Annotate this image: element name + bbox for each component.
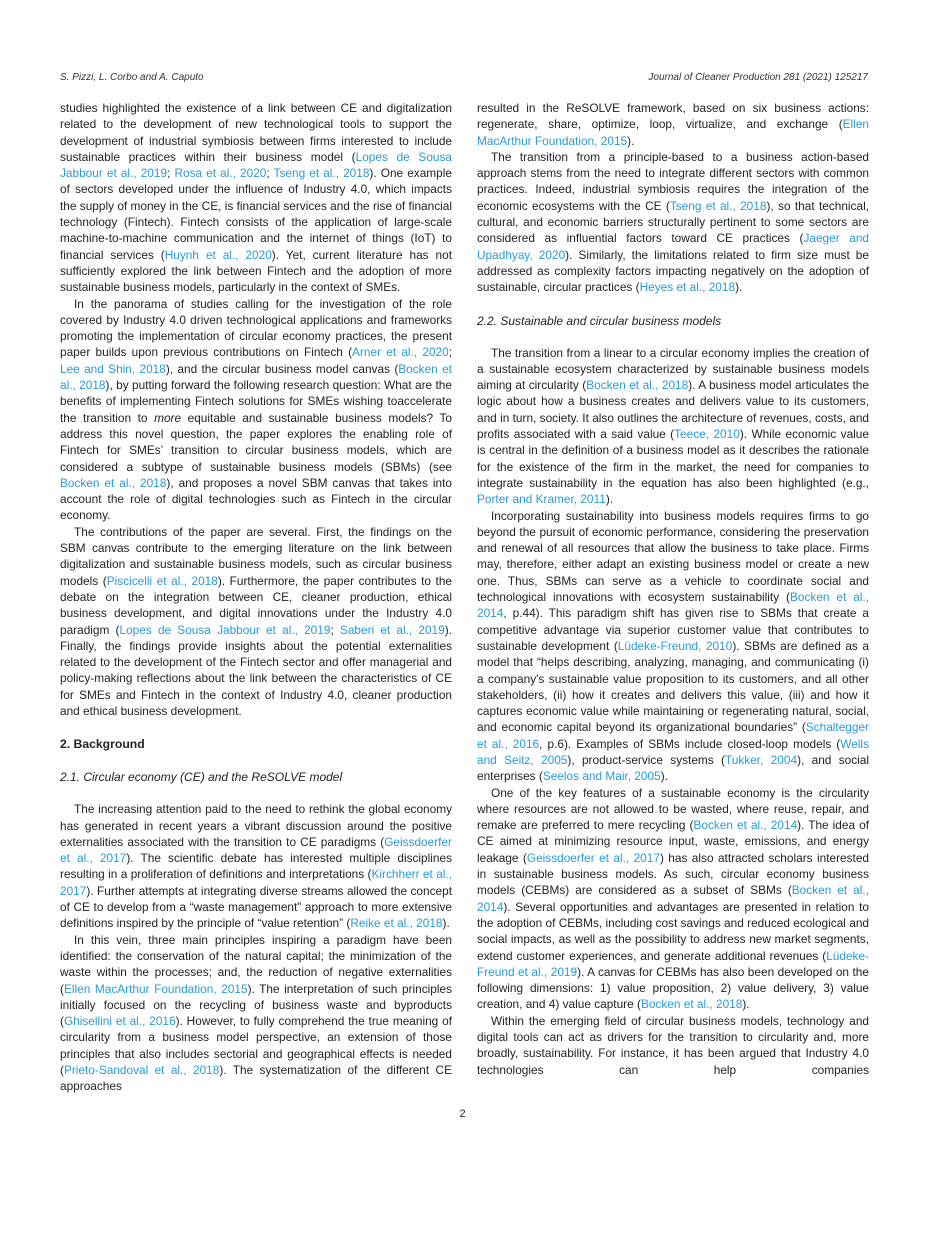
right-column [477, 100, 869, 1078]
citation-link[interactable]: Jaeger and Upadhyay, 2020 [477, 231, 870, 262]
citation-link[interactable]: Tukker, 2004 [724, 752, 798, 767]
running-header-journal: Journal of Cleaner Production 281 (2021) 125217 [648, 72, 868, 83]
citation-link[interactable]: Reike et al., 2018 [350, 916, 443, 931]
emphasis-text: more [154, 410, 182, 425]
subsection-heading: 2.1. Circular economy (CE) and the ReSOLVE model [60, 770, 343, 785]
body-text: , p.6). Examples of SBMs include closed-loop models ( [539, 736, 841, 751]
citation-link[interactable]: Ellen MacArthur Foundation, 2015 [477, 117, 869, 148]
citation-link[interactable]: Bocken et al., 2014 [477, 883, 869, 914]
body-text: The transition from a principle-based to a business action-based approach stems from the need to integrate different sectors with common practices. Indeed, industrial symbiosis requires the integration of the economic ecosystems with the CE ( [477, 149, 869, 213]
citation-link[interactable]: Lee and Shin, 2018 [60, 361, 166, 376]
paragraph [60, 296, 452, 524]
citation-link[interactable]: Saberi et al., 2019 [339, 622, 445, 637]
page-number: 2 [459, 1107, 466, 1120]
body-text: ), and proposes a novel SBM canvas that takes into account the role of digital technologies such as Fintech in the circular economy. [60, 475, 452, 523]
body-text: ), product-service systems ( [567, 752, 725, 767]
body-text: In the panorama of studies calling for the investigation of the role covered by Industry 4.0 driven technological applications and frameworks promoting the implementation of circular economy practices, the present paper builds upon previous contributions on Fintech ( [60, 296, 452, 360]
citation-link[interactable]: Schaltegger et al., 2016 [477, 720, 869, 751]
subsection-heading: 2.2. Sustainable and circular business models [477, 313, 722, 328]
citation-link[interactable]: Seelos and Mair, 2005 [542, 769, 661, 784]
citation-link[interactable]: Bocken et al., 2018 [640, 997, 743, 1012]
body-text: ). The interpretation of such principles initially focused on the recycling of business waste and byproducts ( [60, 981, 452, 1029]
citation-link[interactable]: Bocken et al., 2014 [693, 818, 798, 833]
body-text: ). Finally, the findings provide insights about the potential externalities related to the development of the Fintech sector and offer managerial and policy-making reflections about the link between the characteristics of CE for SMEs and Fintech in the context of Industry 4.0, cleaner production and ethical business development. [60, 622, 452, 718]
body-text: , p.44). This paradigm shift has given rise to SBMs that create a competitive advantage via superior customer value that contributes to sustainable development ( [477, 606, 869, 653]
body-text: ; [448, 345, 453, 360]
body-text: ), by putting forward the following research question: What are the benefits of implementing Fintech solutions for SMEs wishing toaccelerate the transition to [60, 378, 452, 425]
body-text: The contributions of the paper are several. First, the findings on the SBM canvas contribute to the emerging literature on the link between digitalization and sustainable business models, such as circular business models ( [60, 524, 452, 588]
citation-link[interactable]: Teece, 2010 [674, 427, 740, 442]
citation-link[interactable]: Rosa et al., 2020 [174, 166, 267, 181]
paragraph [477, 508, 869, 785]
citation-link[interactable]: Bocken et al., 2014 [477, 590, 869, 621]
paragraph [477, 1013, 869, 1078]
body-text: ). SBMs are defined as a model that “helps describing, analyzing, managing, and communicating (i) a company's sustainable value proposition to its customers, and all other stakeholders, (ii) how it creates and delivers this value, (iii) and how it captures economic value while maintaining or regenerating natural, social, and economic capital beyond its organizational boundaries” ( [477, 638, 869, 735]
body-text: ). [627, 133, 635, 148]
citation-link[interactable]: Tseng et al., 2018 [273, 166, 370, 181]
paragraph [477, 100, 869, 149]
citation-link[interactable]: Bocken et al., 2018 [60, 475, 167, 490]
paragraph [477, 345, 869, 508]
citation-link[interactable]: Porter and Kramer, 2011 [477, 492, 606, 507]
paragraph [60, 524, 452, 720]
citation-link[interactable]: Tseng et al., 2018 [669, 198, 767, 213]
citation-link[interactable]: Geissdoerfer et al., 2017 [526, 850, 660, 865]
citation-link[interactable]: Bocken et al., 2018 [586, 378, 689, 393]
citation-link[interactable]: Lüdeke-Freund et al., 2019 [477, 948, 869, 979]
body-text: ). Similarly, the limitations related to firm size must be addressed as complexity factors impacting negatively on the adoption of sustainable, circular practices ( [477, 247, 869, 295]
paragraph [60, 932, 452, 1095]
body-text: ), so that technical, cultural, and economic barriers structurally pertinent to some sectors are considered as influential factors toward CE practices ( [477, 198, 869, 246]
citation-link[interactable]: Wells and Seitz, 2005 [477, 736, 869, 767]
paragraph [477, 785, 869, 1013]
body-text: ), and social enterprises ( [477, 752, 870, 784]
body-text: ). While economic value is central in the definition of a business model as it describes the rationale for the existence of the firm in the market, the need for companies to integrate sustainability in the equation has also been highlighted (e.g., [477, 427, 869, 490]
citation-link[interactable]: Geissdoerfer et al., 2017 [60, 834, 452, 866]
body-text: ; [330, 622, 340, 637]
citation-link[interactable]: Kirchherr et al., 2017 [60, 867, 452, 898]
body-text: ). The systematization of the different CE approaches [60, 1063, 452, 1094]
body-text: ). However, to fully comprehend the true meaning of circularity from a business model perspective, an extension of those principles that also includes sectorial and geographical effects is needed ( [60, 1014, 452, 1078]
citation-link[interactable]: Lopes de Sousa Jabbour et al., 2019 [60, 149, 452, 181]
body-text: ). The idea of CE aimed at minimizing resource input, waste, emissions, and energy leakage ( [477, 818, 869, 865]
body-text: ). A business model articulates the logic about how a business creates and delivers value to its customers, and in turn, society. It also outlines the architecture of revenues, costs, and profits associated with a said value ( [477, 378, 869, 442]
body-text: The transition from a linear to a circular economy implies the creation of a sustainable ecosystem characterized by sustainable business models aiming at circularity ( [477, 345, 869, 393]
body-text: Within the emerging field of circular business models, technology and digital tools can act as drivers for the transition to circularity and, more broadly, sustainability. For instance, it has been argued that Industry 4.0 technologies can help companies [477, 1013, 869, 1077]
body-text: ). Yet, current literature has not sufficiently explored the link between Fintech and the adoption of more sustainable business models, particularly in the context of SMEs. [60, 247, 452, 295]
body-text: ). [742, 997, 750, 1012]
body-text: ) has also attracted scholars interested in sustainable business models. As such, circular economy business models (CEBMs) are considered as a subset of SBMs ( [477, 850, 869, 898]
body-text: One of the key features of a sustainable economy is the circularity where resources are not allowed to be wasted, where reuse, repair, and remake are preferred to mere recycling ( [477, 785, 869, 833]
citation-link[interactable]: Lopes de Sousa Jabbour et al., 2019 [119, 622, 331, 637]
paragraph [60, 100, 452, 296]
two-column-body [0, 90, 925, 1095]
body-text: ). Several opportunities and advantages are presented in relation to the adoption of CEBMs, including cost savings and reduced ecological and social impacts, as well as the possibility to address new market segments, extend customer experiences, and generate additional revenues ( [477, 899, 869, 963]
body-text: ; [167, 166, 175, 181]
body-text: ). Further attempts at integrating diverse streams allowed the concept of CE to develop from a “waste management” approach to more extensive definitions inspired by the principle of “value retention” ( [60, 883, 452, 931]
body-text: ). One example of sectors developed under the influence of Industry 4.0, which impacts the supply of money in the CE, is financial services and the rise of financial technology (Fintech). Fintech consists of the application of large-scale machine-to-machine communication and the internet of things (IoT) to financial services ( [60, 166, 452, 262]
paragraph [60, 801, 452, 931]
citation-link[interactable]: Heyes et al., 2018 [639, 280, 736, 295]
citation-link[interactable]: Piscicelli et al., 2018 [106, 573, 218, 588]
body-text: Incorporating sustainability into business models requires firms to go beyond the pursuit of economic performance, considering the preservation and renewal of all resources that allow the business to take place. Firms may, therefore, either adapt an existing business model or create a new one. Thus, SBMs can serve as a vehicle to coordinate social and technological innovations with ecosystem sustainability ( [477, 508, 869, 605]
body-text: ). [660, 769, 668, 784]
body-text: ). The scientific debate has interested multiple disciplines resulting in a proliferation of definitions and interpretations ( [60, 851, 452, 882]
body-text: ), and the circular business model canvas ( [165, 361, 399, 376]
citation-link[interactable]: Arner et al., 2020 [352, 345, 449, 360]
citation-link[interactable]: Ellen MacArthur Foundation, 2015 [63, 981, 248, 996]
body-text: ). A canvas for CEBMs has also been developed on the following dimensions: 1) value proposition, 2) value delivery, 3) value creation, and 4) value capture ( [477, 964, 869, 1012]
body-text: In this vein, three main principles inspiring a paradigm have been identified: the conservation of the natural capital; the minimization of the waste within the processes; and, the reduction of negative externalities ( [60, 932, 452, 996]
citation-link[interactable]: Ghisellini et al., 2016 [63, 1014, 176, 1029]
body-text: ). Furthermore, the paper contributes to the debate on the integration between CE, cleaner production, ethical business development, and digital innovations under the Industry 4.0 paradigm ( [60, 573, 452, 637]
citation-link[interactable]: Bocken et al., 2018 [60, 361, 452, 393]
citation-link[interactable]: Huynh et al., 2020 [164, 247, 272, 262]
body-text: The increasing attention paid to the need to rethink the global economy has generated in recent years a vibrant discussion around the positive externalities associated with the transition to CE paradigms ( [60, 802, 452, 849]
body-text: ). [605, 492, 614, 507]
body-text: ). [735, 280, 743, 295]
citation-link[interactable]: Prieto-Sandoval et al., 2018 [63, 1063, 220, 1078]
body-text: resulted in the ReSOLVE framework, based on six business actions: regenerate, share, optimize, loop, virtualize, and exchange ( [477, 101, 869, 132]
body-text: studies highlighted the existence of a link between CE and digitalization related to the development of new technological tools to support the development of industrial symbiosis between firms interested to include sustainable practices within their business model ( [60, 101, 452, 164]
body-text: ; [266, 166, 274, 181]
paragraph [477, 149, 869, 296]
citation-link[interactable]: Lüdeke-Freund, 2010 [617, 638, 733, 653]
section-heading: 2. Background [60, 737, 145, 752]
left-column [60, 100, 452, 1095]
running-header-authors: S. Pizzi, L. Corbo and A. Caputo [60, 72, 204, 83]
body-text: equitable and sustainable business models? To address this novel question, the paper explores the enabling role of Fintech for SMEs’ transition to circular business models, which are considered a subtype of sustainable business models (SBMs) (see [60, 410, 452, 474]
body-text: ). [442, 916, 450, 931]
running-header [0, 0, 925, 90]
